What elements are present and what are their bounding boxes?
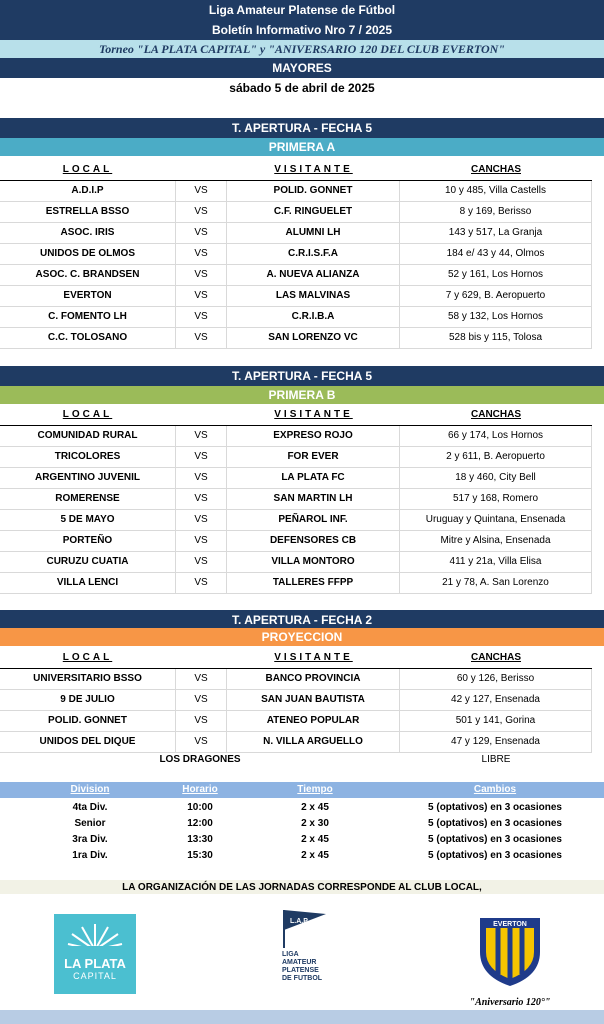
vs-label: VS <box>175 690 227 710</box>
schedule-header-row <box>0 782 604 798</box>
venue: 58 y 132, Los Hornos <box>400 307 592 327</box>
table-row <box>0 265 592 286</box>
visiting-team: LA PLATA FC <box>227 468 400 488</box>
vs-label: VS <box>175 489 227 509</box>
category-text: MAYORES <box>272 61 332 75</box>
visiting-team: POLID. GONNET <box>227 181 400 201</box>
header-local: LOCAL <box>62 652 113 663</box>
visiting-team: A. NUEVA ALIANZA <box>227 265 400 285</box>
header-canchas: CANCHAS <box>471 409 521 420</box>
header-vs-spacer <box>175 160 227 180</box>
schedule-cell: 2 x 45 <box>301 802 329 813</box>
vs-label: VS <box>175 265 227 285</box>
visiting-team: SAN MARTIN LH <box>227 489 400 509</box>
visiting-team: FOR EVER <box>227 447 400 467</box>
visiting-team: C.R.I.B.A <box>227 307 400 327</box>
la-plata-capital-logo <box>54 914 136 994</box>
table-row <box>0 181 592 202</box>
local-team: C. FOMENTO LH <box>48 311 127 322</box>
local-team: ARGENTINO JUVENIL <box>34 472 140 483</box>
schedule-cell: 15:30 <box>187 850 213 861</box>
venue: 517 y 168, Romero <box>400 489 592 509</box>
schedule-cell: 5 (optativos) en 3 ocasiones <box>428 834 562 845</box>
header-visitante: VISITANTE <box>274 409 353 420</box>
lap-line4: DE FUTBOL <box>282 975 323 982</box>
local-team: UNIDOS DE OLMOS <box>39 248 135 259</box>
section-title-text: T. APERTURA - FECHA 5 <box>231 121 372 135</box>
everton-logo <box>460 912 560 1012</box>
division-banner <box>0 138 604 156</box>
table-row <box>0 531 592 552</box>
table-header-row <box>0 648 592 669</box>
local-team: C.C. TOLOSANO <box>47 332 128 343</box>
vs-label: VS <box>175 328 227 348</box>
vs-label: VS <box>175 552 227 572</box>
venue: 143 y 517, La Granja <box>400 223 592 243</box>
venue: 52 y 161, Los Hornos <box>400 265 592 285</box>
local-team: CURUZU CUATIA <box>46 556 129 567</box>
vs-label: VS <box>175 244 227 264</box>
table-row <box>0 732 592 753</box>
tournament-text: Torneo "LA PLATA CAPITAL" y "ANIVERSARIO 120 DEL CLUB EVERTON" <box>99 41 505 56</box>
local-team: 9 DE JULIO <box>60 694 115 705</box>
local-team: VILLA LENCI <box>56 577 119 588</box>
venue: 184 e/ 43 y 44, Olmos <box>400 244 592 264</box>
header-local: LOCAL <box>62 164 113 175</box>
schedule-row <box>0 848 604 864</box>
venue: 2 y 611, B. Aeropuerto <box>400 447 592 467</box>
table-row <box>0 244 592 265</box>
venue: 8 y 169, Berisso <box>400 202 592 222</box>
vs-label: VS <box>175 307 227 327</box>
table-row <box>0 690 592 711</box>
section-title <box>0 366 604 386</box>
everton-shield-icon <box>460 912 560 988</box>
division-banner <box>0 628 604 646</box>
vs-label: VS <box>175 223 227 243</box>
local-team: ASOC. C. BRANDSEN <box>35 269 140 280</box>
table-row <box>0 328 592 349</box>
visiting-team: VILLA MONTORO <box>227 552 400 572</box>
table-header-row <box>0 160 592 181</box>
visiting-team: C.R.I.S.F.A <box>227 244 400 264</box>
vs-label: VS <box>175 426 227 446</box>
category-banner <box>0 58 604 78</box>
local-team: COMUNIDAD RURAL <box>37 430 138 441</box>
schedule-cell: 2 x 45 <box>301 850 329 861</box>
schedule-row <box>0 816 604 832</box>
vs-label: VS <box>175 573 227 593</box>
schedule-cell: 12:00 <box>187 818 213 829</box>
bye-label: LIBRE <box>481 754 511 765</box>
schedule-header-cell: Tiempo <box>297 784 333 795</box>
visiting-team: SAN JUAN BAUTISTA <box>227 690 400 710</box>
division-text: PRIMERA A <box>268 140 336 154</box>
venue: 47 y 129, Ensenada <box>400 732 592 752</box>
header-vs-spacer <box>175 648 227 668</box>
section-title-text: T. APERTURA - FECHA 2 <box>231 613 372 627</box>
local-team: UNIVERSITARIO BSSO <box>33 673 142 684</box>
venue: 528 bis y 115, Tolosa <box>400 328 592 348</box>
schedule-header-cell: Horario <box>182 784 218 795</box>
table-row <box>0 468 592 489</box>
schedule-cell: 3ra Div. <box>72 834 108 845</box>
header-visitante: VISITANTE <box>274 652 353 663</box>
venue: Uruguay y Quintana, Ensenada <box>400 510 592 530</box>
header-canchas: CANCHAS <box>471 652 521 663</box>
schedule-cell: 2 x 45 <box>301 834 329 845</box>
everton-caption: "Aniversario 120°" <box>469 997 551 1008</box>
division-text: PROYECCION <box>261 630 343 644</box>
schedule-cell: 5 (optativos) en 3 ocasiones <box>428 850 562 861</box>
venue: 10 y 485, Villa Castells <box>400 181 592 201</box>
local-team: TRICOLORES <box>54 451 121 462</box>
table-row <box>0 489 592 510</box>
vs-label: VS <box>175 711 227 731</box>
section-title <box>0 118 604 138</box>
schedule-cell: 4ta Div. <box>72 802 108 813</box>
vs-label: VS <box>175 468 227 488</box>
visiting-team: ATENEO POPULAR <box>227 711 400 731</box>
bulletin-title-text: Boletín Informativo Nro 7 / 2025 <box>211 23 393 37</box>
visiting-team: SAN LORENZO VC <box>227 328 400 348</box>
league-title-text: Liga Amateur Platense de Fútbol <box>208 3 396 17</box>
venue: 7 y 629, B. Aeropuerto <box>400 286 592 306</box>
section-title-text: T. APERTURA - FECHA 5 <box>231 369 372 383</box>
bye-row <box>0 752 604 768</box>
vs-label: VS <box>175 181 227 201</box>
lap-logo <box>270 908 350 998</box>
venue: 60 y 126, Berisso <box>400 669 592 689</box>
local-team: A.D.I.P <box>71 185 104 196</box>
table-row <box>0 286 592 307</box>
table-row <box>0 573 592 594</box>
date-line <box>0 78 604 98</box>
schedule-row <box>0 800 604 816</box>
schedule-cell: 13:30 <box>187 834 213 845</box>
footer-note-text: LA ORGANIZACIÓN DE LAS JORNADAS CORRESPONDE AL CLUB LOCAL, <box>122 881 482 893</box>
table-row <box>0 223 592 244</box>
visiting-team: N. VILLA ARGUELLO <box>227 732 400 752</box>
date-text: sábado 5 de abril de 2025 <box>229 81 375 95</box>
venue: 42 y 127, Ensenada <box>400 690 592 710</box>
visiting-team: DEFENSORES CB <box>227 531 400 551</box>
visiting-team: EXPRESO ROJO <box>227 426 400 446</box>
bottom-strip <box>0 1010 604 1024</box>
header-local: LOCAL <box>62 409 113 420</box>
visiting-team: BANCO PROVINCIA <box>227 669 400 689</box>
schedule-row <box>0 832 604 848</box>
visiting-team: ALUMNI LH <box>227 223 400 243</box>
visiting-team: C.F. RINGUELET <box>227 202 400 222</box>
league-title <box>0 0 604 20</box>
schedule-cell: 1ra Div. <box>72 850 108 861</box>
venue: 21 y 78, A. San Lorenzo <box>400 573 592 593</box>
tournament-banner <box>0 40 604 58</box>
division-banner <box>0 386 604 404</box>
vs-label: VS <box>175 669 227 689</box>
table-header-row <box>0 405 592 426</box>
schedule-cell: 5 (optativos) en 3 ocasiones <box>428 818 562 829</box>
venue: 501 y 141, Gorina <box>400 711 592 731</box>
lap-line2: AMATEUR <box>282 959 317 966</box>
everton-badge: EVERTON <box>493 921 527 928</box>
lap-text <box>270 951 350 983</box>
header-canchas: CANCHAS <box>471 164 521 175</box>
local-team: PORTEÑO <box>62 535 113 546</box>
logo-line1: LA PLATA <box>64 956 126 971</box>
table-row <box>0 447 592 468</box>
visiting-team: LAS MALVINAS <box>227 286 400 306</box>
schedule-cell: 10:00 <box>187 802 213 813</box>
venue: 411 y 21a, Villa Elisa <box>400 552 592 572</box>
vs-label: VS <box>175 531 227 551</box>
venue: Mitre y Alsina, Ensenada <box>400 531 592 551</box>
local-team: ESTRELLA BSSO <box>45 206 130 217</box>
section-title <box>0 610 604 630</box>
bye-team: LOS DRAGONES <box>159 754 241 765</box>
local-team: 5 DE MAYO <box>60 514 115 525</box>
vs-label: VS <box>175 732 227 752</box>
bulletin-title <box>0 20 604 40</box>
local-team: EVERTON <box>63 290 112 301</box>
table-row <box>0 426 592 447</box>
vs-label: VS <box>175 286 227 306</box>
visiting-team: TALLERES FFPP <box>227 573 400 593</box>
sunburst-icon <box>54 914 136 954</box>
local-team: ASOC. IRIS <box>60 227 115 238</box>
schedule-header-cell: Cambios <box>473 784 517 795</box>
table-row <box>0 552 592 573</box>
local-team: POLID. GONNET <box>48 715 127 726</box>
table-row <box>0 307 592 328</box>
schedule-header-cell: Division <box>70 784 110 795</box>
footer-note <box>0 880 604 894</box>
venue: 18 y 460, City Bell <box>400 468 592 488</box>
pennant-icon <box>270 908 350 948</box>
logo-line2: CAPITAL <box>73 971 117 981</box>
visiting-team: PEÑAROL INF. <box>227 510 400 530</box>
schedule-cell: Senior <box>74 818 106 829</box>
local-team: ROMERENSE <box>55 493 120 504</box>
schedule-cell: 2 x 30 <box>301 818 329 829</box>
table-row <box>0 202 592 223</box>
schedule-cell: 5 (optativos) en 3 ocasiones <box>428 802 562 813</box>
vs-label: VS <box>175 510 227 530</box>
table-row <box>0 510 592 531</box>
table-row <box>0 711 592 732</box>
division-text: PRIMERA B <box>268 388 336 402</box>
vs-label: VS <box>175 447 227 467</box>
header-vs-spacer <box>175 405 227 425</box>
lap-badge: L.A.P. <box>290 918 309 925</box>
venue: 66 y 174, Los Hornos <box>400 426 592 446</box>
lap-line1: LIGA <box>282 951 299 958</box>
local-team: UNIDOS DEL DIQUE <box>39 736 136 747</box>
lap-line3: PLATENSE <box>282 967 319 974</box>
header-visitante: VISITANTE <box>274 164 353 175</box>
table-row <box>0 669 592 690</box>
vs-label: VS <box>175 202 227 222</box>
